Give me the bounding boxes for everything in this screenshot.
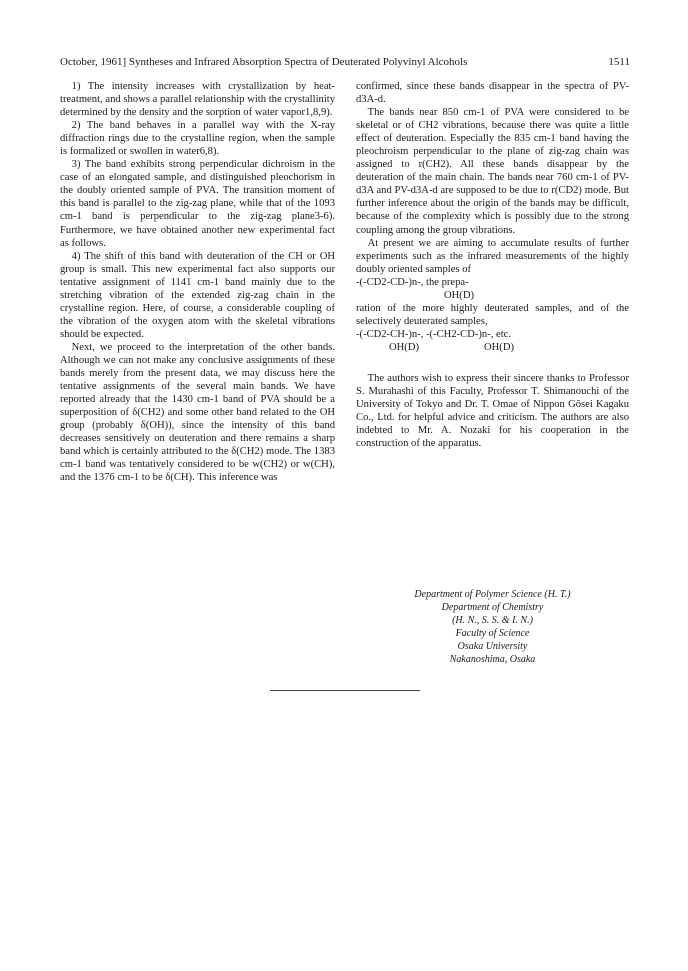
paragraph-bands-850: The bands near 850 cm-1 of PVA were considered to be skeletal or of CH2 vibrations, because there was quite a little effect of deuteration. Especially the 835 cm-1 band having the pleochroism perpendicular to the plane of zig-zag chain was assigned to r(CH2). All these bands disappear by the deuteration of the main chain. The bands near 760 cm-1 of PV-d3A and PV-d3A-d are supposed to be due to r(CD2) mode. But further inference about the origin of the bands may be difficult, because of the complexity which is possibly due to the strong coupling among the group vibrations. <box>356 107 629 236</box>
paragraph-5: Next, we proceed to the interpretation of the other bands. Although we can not make any conclusive assignments of these bands merely from the present data, we may discuss here the tentative assignments of the several main bands. We have reported already that the 1430 cm-1 band of PVA should be a superposition of δ(CH2) and some other band related to the OH group (probably δ(OH)), since the intensity of this band decreases sensitively on deuteration and there remains a sharp band which is certainly attributed to the δ(CH2) mode. The 1383 cm-1 band was tentatively considered to be w(CH2) or w(CH), and the 1376 cm-1 to be δ(CH). This inference was <box>60 341 335 484</box>
formula-main: -(-CD2-CD-)n-, the prepa- <box>356 276 469 288</box>
paragraph-future-work: At present we are aiming to accumulate results of further experiments such as the infrared measurements of the highly doubly oriented samples of <box>356 237 629 275</box>
affiliation-line: Department of Polymer Science (H. T.) <box>414 589 571 600</box>
paragraph-2: 2) The band behaves in a parallel way with the X-ray diffraction rings due to the crystalline region, when the sample is formalized or swollen in water6,8). <box>60 120 335 158</box>
header-title: October, 1961] Syntheses and Infrared Absorption Spectra of Deuterated Polyvinyl Alcohols <box>60 56 468 68</box>
paragraph-1: 1) The intensity increases with crystallization by heat-treatment, and shows a parallel relationship with the crystallinity determined by the density and the sorption of water vapor1,8,9). <box>60 81 335 119</box>
acknowledgement: The authors wish to express their sincere thanks to Professor S. Murahashi of this Faculty, Professor T. Shimanouchi of the University of Tokyo and Dr. T. Omae of Nippon Gôsei Kagaku Co., Ltd. for helpful advice and criticism. The authors are also indebted to Mr. A. Nozaki for his cooperation in the construction of the apparatus. <box>356 372 629 450</box>
paragraph-future-work-cont: ration of the more highly deuterated samples, and of the selectively deuterated samples, <box>356 302 629 327</box>
formula-side-group-b: OH(D) <box>484 341 515 353</box>
formula-poly-cd2-cd <box>356 276 629 302</box>
right-column <box>356 80 629 450</box>
formula-selective <box>356 328 629 354</box>
affiliation-line: Osaka University <box>457 641 528 652</box>
running-header <box>60 56 630 68</box>
affiliation-block <box>356 588 629 666</box>
affiliation-line: Faculty of Science <box>455 628 530 639</box>
paragraph-4: 4) The shift of this band with deuteration of the CH or OH group is small. This new experimental fact also supports our tentative assignment of 1141 cm-1 band mainly due to the stretching vibration of the extended zig-zag chain in the crystalline region. Here, of course, a considerable coupling of the vibration of the oxygen atom with the skeletal vibrations should be expected. <box>60 250 335 340</box>
formula-side-group: OH(D) <box>444 289 475 301</box>
end-rule <box>270 690 420 691</box>
page-number: 1511 <box>608 56 630 68</box>
affiliation-line: Nakanoshima, Osaka <box>449 654 536 665</box>
affiliation-line: (H. N., S. S. & I. N.) <box>452 615 533 626</box>
paragraph-3: 3) The band exhibits strong perpendicular dichroism in the case of an elongated sample, and distinguished pleochorism in the doubly oriented sample of PVA. The transition moment of this band is parallel to the zig-zag plane, while that of the 1093 cm-1 band is perpendicular to the zig-zag plane3-6). Furthermore, we have obtained another new experimental fact as follows. <box>60 159 335 249</box>
left-column <box>60 80 335 484</box>
formula-main: -(-CD2-CH-)n-, -(-CH2-CD-)n-, etc. <box>356 328 512 340</box>
paragraph-continued: confirmed, since these bands disappear in the spectra of PV-d3A-d. <box>356 81 629 106</box>
affiliation-line: Department of Chemistry <box>441 602 544 613</box>
formula-side-group-a: OH(D) <box>389 341 420 353</box>
